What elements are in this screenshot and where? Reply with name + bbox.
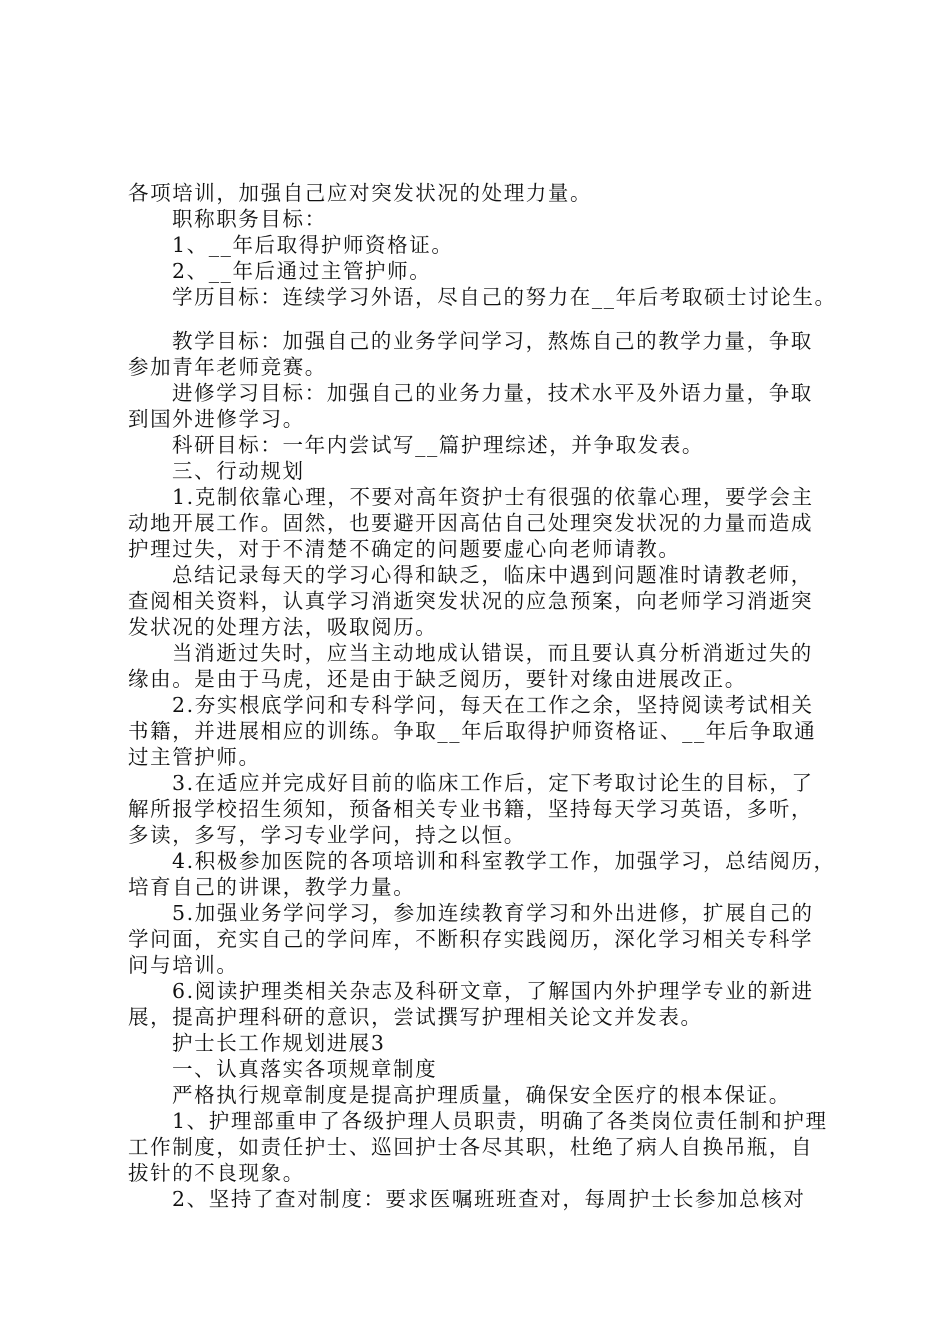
text-line: 拔针的不良现象。 xyxy=(128,1161,305,1185)
text-line: 1.克制依靠心理，不要对高年资护士有很强的依靠心理，要学会主 xyxy=(172,485,814,509)
text-line: 展，提高护理科研的意识，尝试撰写护理相关论文并发表。 xyxy=(128,1005,703,1029)
text-line: 学问面，充实自己的学问库，不断积存实践阅历，深化学习相关专科学 xyxy=(128,927,814,951)
text-line: 发状况的处理方法，吸取阅历。 xyxy=(128,615,438,639)
text-line: 查阅相关资料，认真学习消逝突发状况的应急预案，向老师学习消逝突 xyxy=(128,589,814,613)
text-line: 2、坚持了查对制度：要求医嘱班班查对，每周护士长参加总核对 xyxy=(172,1187,806,1211)
text-line: 严格执行规章制度是提高护理质量，确保安全医疗的根本保证。 xyxy=(172,1083,791,1107)
text-line: 2、__年后通过主管护师。 xyxy=(172,259,432,283)
text-line: 2.夯实根底学问和专科学问，每天在工作之余，坚持阅读考试相关 xyxy=(172,693,814,717)
text-line: 参加青年老师竞赛。 xyxy=(128,355,327,379)
section-title: 护士长工作规划进展3 xyxy=(172,1031,386,1055)
text-line: 教学目标：加强自己的业务学问学习，熬炼自己的教学力量，争取 xyxy=(172,329,813,353)
text-line: 职称职务目标： xyxy=(172,207,327,231)
text-line: 1、__年后取得护师资格证。 xyxy=(172,233,454,257)
text-line: 总结记录每天的学习心得和缺乏，临床中遇到问题准时请教老师， xyxy=(172,563,813,587)
text-line: 科研目标：一年内尝试写__篇护理综述，并争取发表。 xyxy=(172,433,704,457)
text-line: 5.加强业务学问学习，参加连续教育学习和外出进修，扩展自己的 xyxy=(172,901,814,925)
text-line: 多读，多写，学习专业学问，持之以恒。 xyxy=(128,823,526,847)
text-line: 解所报学校招生须知，预备相关专业书籍，坚持每天学习英语，多听， xyxy=(128,797,814,821)
text-line: 缘由。是由于马虎，还是由于缺乏阅历，要针对缘由进展改正。 xyxy=(128,667,747,691)
text-line: 到国外进修学习。 xyxy=(128,407,305,431)
text-line: 1、护理部重申了各级护理人员职责，明确了各类岗位责任制和护理 xyxy=(172,1109,828,1133)
text-line: 护理过失，对于不清楚不确定的问题要虚心向老师请教。 xyxy=(128,537,681,561)
text-line: 当消逝过失时，应当主动地成认错误，而且要认真分析消逝过失的 xyxy=(172,641,813,665)
text-line: 学历目标：连续学习外语，尽自己的努力在__年后考取硕士讨论生。 xyxy=(172,285,837,309)
text-line: 工作制度，如责任护士、巡回护士各尽其职，杜绝了病人自换吊瓶，自 xyxy=(128,1135,814,1159)
text-line: 动地开展工作。固然，也要避开因高估自己处理突发状况的力量而造成 xyxy=(128,511,814,535)
text-line: 各项培训，加强自己应对突发状况的处理力量。 xyxy=(128,181,593,205)
text-line: 6.阅读护理类相关杂志及科研文章，了解国内外护理学专业的新进 xyxy=(172,979,814,1003)
text-line: 4.积极参加医院的各项培训和科室教学工作，加强学习，总结阅历， xyxy=(172,849,836,873)
section-heading: 三、行动规划 xyxy=(172,459,305,483)
text-line: 培育自己的讲课，教学力量。 xyxy=(128,875,416,899)
text-line: 进修学习目标：加强自己的业务力量，技术水平及外语力量，争取 xyxy=(172,381,813,405)
text-line: 问与培训。 xyxy=(128,953,239,977)
section-heading: 一、认真落实各项规章制度 xyxy=(172,1057,438,1081)
text-line: 书籍，并进展相应的训练。争取__年后取得护师资格证、__年后争取通 xyxy=(128,719,817,743)
text-line: 过主管护师。 xyxy=(128,745,261,769)
text-line: 3.在适应并完成好目前的临床工作后，定下考取讨论生的目标，了 xyxy=(172,771,814,795)
